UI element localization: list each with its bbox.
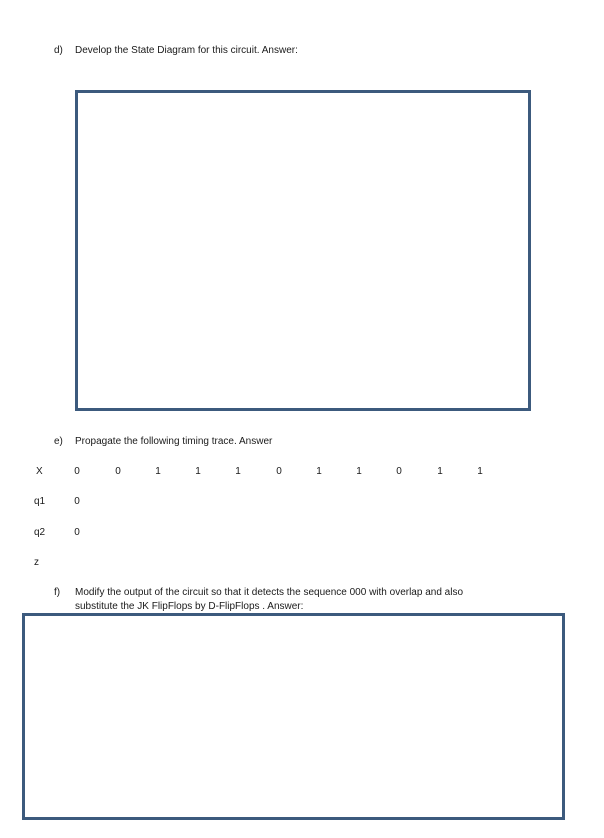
question-f-letter: f)	[54, 587, 61, 598]
trace-cell: 1	[356, 466, 362, 477]
trace-cell: 0	[74, 466, 80, 477]
trace-cell: 0	[276, 466, 282, 477]
question-e-letter: e)	[54, 436, 63, 447]
trace-cell: 1	[195, 466, 201, 477]
trace-cell: 0	[396, 466, 402, 477]
question-e-text: Propagate the following timing trace. Answer	[75, 436, 273, 447]
trace-row-name: q1	[34, 496, 46, 507]
trace-cell: 1	[235, 466, 241, 477]
question-d-text: Develop the State Diagram for this circuit. Answer:	[75, 45, 298, 56]
trace-cell: 0	[74, 527, 80, 538]
circuit-modification-answer-box[interactable]	[22, 613, 565, 820]
trace-cell: 1	[155, 466, 161, 477]
question-d-letter: d)	[54, 45, 63, 56]
question-f-line1: Modify the output of the circuit so that it detects the sequence 000 with overlap and also	[75, 587, 464, 598]
trace-row-name: q2	[34, 527, 46, 538]
trace-row-name: z	[34, 557, 39, 568]
trace-cell: 1	[316, 466, 322, 477]
trace-cell: 0	[74, 496, 80, 507]
trace-cell: 0	[115, 466, 121, 477]
question-f-line2: substitute the JK FlipFlops by D-FlipFlops . Answer:	[75, 601, 304, 612]
trace-cell: 1	[477, 466, 483, 477]
trace-row-name: X	[36, 466, 43, 477]
state-diagram-answer-box[interactable]	[75, 90, 531, 411]
trace-cell: 1	[437, 466, 443, 477]
